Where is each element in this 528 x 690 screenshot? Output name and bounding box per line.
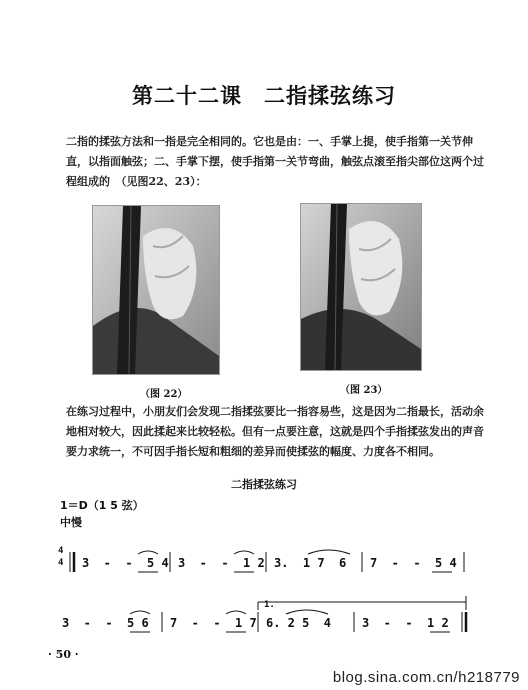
time-sig-bottom: 4 <box>58 558 64 568</box>
hand-on-string-image <box>93 206 219 374</box>
page-title: 第二十二课 二指揉弦练习 <box>132 84 396 108</box>
measure: 3 - - 5 6 <box>62 616 149 630</box>
hand-on-string-image <box>301 204 421 370</box>
figure-22-caption: （图 22） <box>140 389 188 400</box>
watermark: blog.sina.com.cn/h218779 <box>332 669 520 686</box>
figure-23-caption: （图 23） <box>340 385 388 396</box>
figure-23-photo <box>300 203 422 371</box>
measure: 3. 1 7 6 <box>274 556 347 570</box>
practice-paragraph: 在练习过程中，小朋友们会发现二指揉弦要比一指容易些，这是因为二指最长，活动余地相对较大，因此揉起来比较轻松。但有一点要注意，这就是四个手指揉弦发出的声音要力求统一，不可因手指长短和粗细的差异而使揉弦的幅度、力度各不相同。 <box>66 405 484 458</box>
measure: 7 - - 1 7 <box>170 616 257 630</box>
measure: 7 - - 5 4 <box>370 556 457 570</box>
measure: 3 - - 5 4 <box>82 556 169 570</box>
measure: 6. 2 5 4 <box>266 616 332 630</box>
time-sig-top: 4 <box>58 546 64 556</box>
intro-paragraph: 二指的揉弦方法和一指是完全相同的。它也是由：一、手掌上提，使手指第一关节伸直，以指面触弦；二、手掌下摆，使手指第一关节弯曲，触弦点滚至指尖部位这两个过程组成的 （见图22、23）： <box>66 135 484 188</box>
page-number: · 50 · <box>48 648 79 661</box>
measure: 3 - - 1 2 <box>362 616 449 630</box>
measure: 3 - - 1 2 <box>178 556 265 570</box>
volta-label: 1. <box>264 600 275 610</box>
figure-22-photo <box>92 205 220 375</box>
score-line-1 <box>58 540 478 580</box>
exercise-title: 二指揉弦练习 <box>231 478 297 491</box>
tempo-marking: 中慢 <box>60 516 82 529</box>
score-line-2 <box>58 596 478 640</box>
key-signature: 1＝D（1 5 弦） <box>60 499 144 512</box>
